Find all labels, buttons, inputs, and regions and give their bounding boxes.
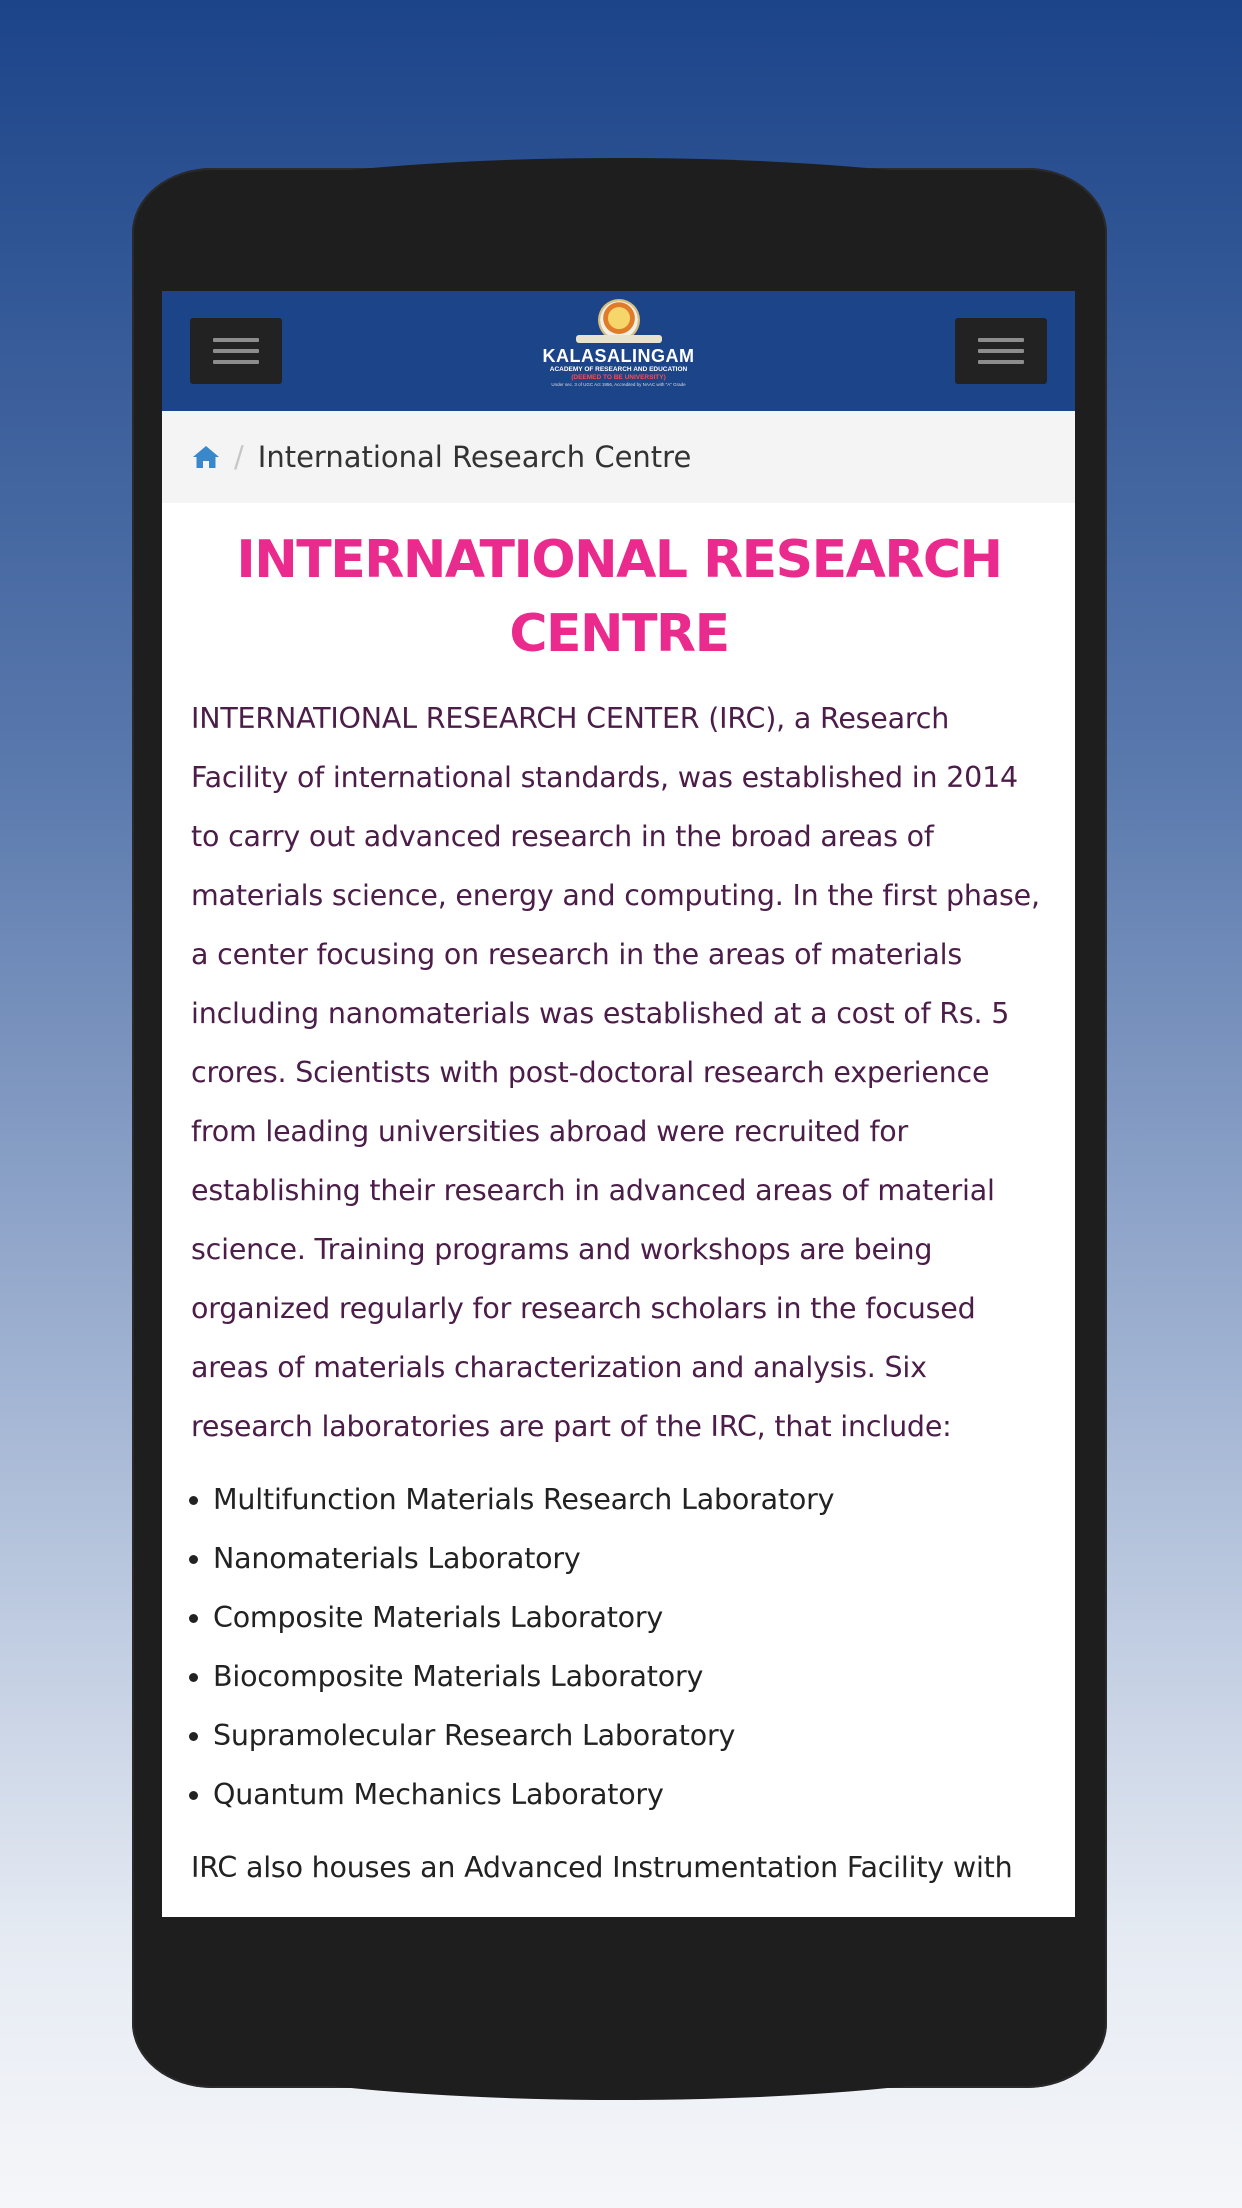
- list-item: • Quantum Mechanics Laboratory: [213, 1765, 1047, 1824]
- breadcrumb-separator: /: [234, 440, 244, 474]
- university-emblem-icon: [600, 301, 638, 339]
- emblem-ribbon: [576, 335, 662, 343]
- logo-name: KALASALINGAM: [542, 346, 695, 366]
- kalasalingam-logo[interactable]: [534, 301, 704, 403]
- list-item: • Biocomposite Materials Laboratory: [213, 1647, 1047, 1706]
- breadcrumb-current: International Research Centre: [257, 440, 692, 474]
- logo-tagline: (DEEMED TO BE UNIVERSITY): [571, 374, 666, 381]
- outro-paragraph: IRC also houses an Advanced Instrumentation Facility with: [191, 1851, 1013, 1884]
- hamburger-menu-icon: [213, 338, 259, 342]
- right-menu-button[interactable]: [955, 318, 1047, 384]
- top-navbar: [162, 291, 1075, 411]
- main-content: [162, 523, 1075, 1897]
- labs-list: [191, 1470, 1047, 1824]
- home-icon[interactable]: [192, 444, 220, 470]
- logo-subtitle: ACADEMY OF RESEARCH AND EDUCATION: [549, 366, 688, 373]
- hamburger-menu-icon: [978, 338, 1024, 342]
- page-title: INTERNATIONAL RESEARCH CENTRE: [236, 530, 1002, 664]
- browser-screen: [162, 291, 1075, 1917]
- list-item: • Supramolecular Research Laboratory: [213, 1706, 1047, 1765]
- logo-fine-print: Under sec. 3 of UGC Act 1956, Accredited by NAAC with "A" Grade: [551, 382, 686, 387]
- list-item: • Composite Materials Laboratory: [213, 1588, 1047, 1647]
- breadcrumb: [162, 411, 1075, 503]
- left-menu-button[interactable]: [190, 318, 282, 384]
- intro-paragraph: INTERNATIONAL RESEARCH CENTER (IRC), a Research Facility of international standards, was established in 2014 to carry out advanced research in the broad areas of materials science, energy and computing. In the first phase, a center focusing on research in the areas of materials including nanomaterials was established at a cost of Rs. 5 crores. Scientists with post-doctoral research experience from leading universities abroad were recruited for establishing their research in advanced areas of material science. Training programs and workshops are being organized regularly for research scholars in the focused areas of materials characterization and analysis. Six research laboratories are part of the IRC, that include:: [191, 702, 1040, 1443]
- list-item: • Multifunction Materials Research Laboratory: [213, 1470, 1047, 1529]
- list-item: • Nanomaterials Laboratory: [213, 1529, 1047, 1588]
